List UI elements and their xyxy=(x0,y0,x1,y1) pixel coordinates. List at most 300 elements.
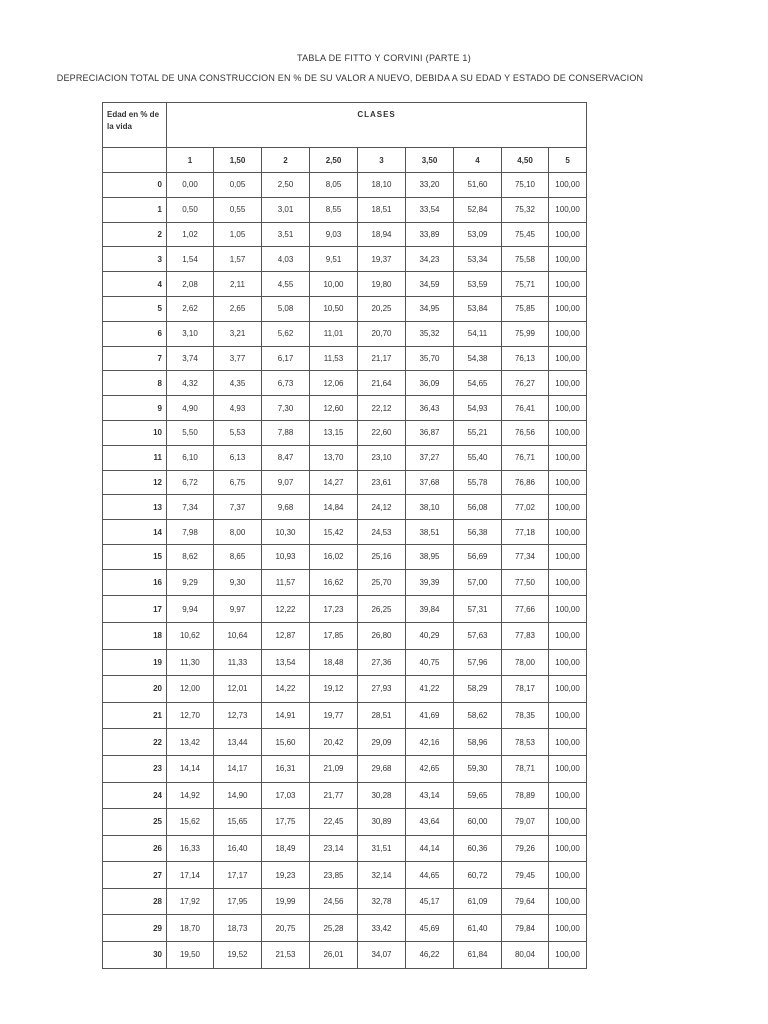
depreciation-cell: 7,88 xyxy=(262,420,310,445)
depreciation-cell: 60,36 xyxy=(454,835,502,862)
depreciation-cell: 75,71 xyxy=(502,272,549,297)
depreciation-cell: 9,30 xyxy=(214,569,262,596)
depreciation-cell: 27,36 xyxy=(358,649,406,676)
depreciation-cell: 41,22 xyxy=(406,676,454,703)
depreciation-cell: 75,99 xyxy=(502,321,549,346)
class-header: 3,50 xyxy=(406,148,454,173)
age-cell: 7 xyxy=(103,346,167,371)
age-cell: 5 xyxy=(103,296,167,321)
depreciation-cell: 58,62 xyxy=(454,702,502,729)
depreciation-cell: 38,51 xyxy=(406,520,454,545)
depreciation-cell: 25,16 xyxy=(358,544,406,569)
depreciation-cell: 21,77 xyxy=(310,782,358,809)
depreciation-cell: 61,40 xyxy=(454,915,502,942)
depreciation-cell: 17,14 xyxy=(167,862,214,889)
depreciation-cell: 100,00 xyxy=(549,702,587,729)
depreciation-cell: 24,53 xyxy=(358,520,406,545)
depreciation-cell: 77,34 xyxy=(502,544,549,569)
depreciation-cell: 29,09 xyxy=(358,729,406,756)
depreciation-cell: 20,42 xyxy=(310,729,358,756)
age-cell: 3 xyxy=(103,247,167,272)
depreciation-cell: 39,39 xyxy=(406,569,454,596)
depreciation-cell: 15,65 xyxy=(214,809,262,836)
depreciation-cell: 23,85 xyxy=(310,862,358,889)
depreciation-cell: 3,01 xyxy=(262,197,310,222)
depreciation-cell: 19,80 xyxy=(358,272,406,297)
depreciation-cell: 13,42 xyxy=(167,729,214,756)
depreciation-cell: 100,00 xyxy=(549,888,587,915)
depreciation-cell: 57,96 xyxy=(454,649,502,676)
depreciation-cell: 100,00 xyxy=(549,862,587,889)
depreciation-cell: 19,77 xyxy=(310,702,358,729)
class-header: 1 xyxy=(167,148,214,173)
depreciation-cell: 9,29 xyxy=(167,569,214,596)
document-title: TABLA DE FITTO Y CORVINI (PARTE 1) xyxy=(296,53,472,63)
table-row xyxy=(103,495,587,520)
depreciation-cell: 30,28 xyxy=(358,782,406,809)
age-cell: 18 xyxy=(103,622,167,649)
depreciation-cell: 15,42 xyxy=(310,520,358,545)
depreciation-cell: 19,23 xyxy=(262,862,310,889)
depreciation-cell: 100,00 xyxy=(549,272,587,297)
depreciation-cell: 51,60 xyxy=(454,173,502,198)
depreciation-cell: 34,07 xyxy=(358,942,406,969)
depreciation-cell: 54,65 xyxy=(454,371,502,396)
table-row xyxy=(103,569,587,596)
depreciation-cell: 14,14 xyxy=(167,755,214,782)
depreciation-cell: 12,06 xyxy=(310,371,358,396)
depreciation-cell: 12,87 xyxy=(262,622,310,649)
age-cell: 11 xyxy=(103,445,167,470)
depreciation-cell: 59,65 xyxy=(454,782,502,809)
age-cell: 12 xyxy=(103,470,167,495)
depreciation-cell: 10,62 xyxy=(167,622,214,649)
depreciation-cell: 9,97 xyxy=(214,596,262,623)
depreciation-cell: 100,00 xyxy=(549,755,587,782)
depreciation-cell: 44,65 xyxy=(406,862,454,889)
depreciation-table xyxy=(102,102,587,969)
depreciation-cell: 20,70 xyxy=(358,321,406,346)
depreciation-cell: 100,00 xyxy=(549,520,587,545)
depreciation-cell: 56,69 xyxy=(454,544,502,569)
table-row xyxy=(103,420,587,445)
depreciation-cell: 78,17 xyxy=(502,676,549,703)
table-row xyxy=(103,649,587,676)
table-row xyxy=(103,702,587,729)
depreciation-cell: 14,90 xyxy=(214,782,262,809)
depreciation-cell: 19,99 xyxy=(262,888,310,915)
depreciation-cell: 17,92 xyxy=(167,888,214,915)
depreciation-cell: 2,50 xyxy=(262,173,310,198)
depreciation-cell: 23,10 xyxy=(358,445,406,470)
depreciation-cell: 12,60 xyxy=(310,396,358,421)
depreciation-cell: 2,08 xyxy=(167,272,214,297)
depreciation-cell: 16,02 xyxy=(310,544,358,569)
depreciation-cell: 24,56 xyxy=(310,888,358,915)
depreciation-cell: 12,73 xyxy=(214,702,262,729)
depreciation-cell: 5,50 xyxy=(167,420,214,445)
depreciation-cell: 57,31 xyxy=(454,596,502,623)
age-cell: 14 xyxy=(103,520,167,545)
table-row xyxy=(103,371,587,396)
depreciation-cell: 26,80 xyxy=(358,622,406,649)
depreciation-cell: 26,25 xyxy=(358,596,406,623)
depreciation-cell: 11,33 xyxy=(214,649,262,676)
depreciation-cell: 76,56 xyxy=(502,420,549,445)
depreciation-cell: 3,74 xyxy=(167,346,214,371)
depreciation-cell: 14,92 xyxy=(167,782,214,809)
table-row xyxy=(103,247,587,272)
depreciation-cell: 78,00 xyxy=(502,649,549,676)
class-header: 3 xyxy=(358,148,406,173)
depreciation-cell: 18,48 xyxy=(310,649,358,676)
depreciation-cell: 79,64 xyxy=(502,888,549,915)
age-cell: 13 xyxy=(103,495,167,520)
age-cell: 17 xyxy=(103,596,167,623)
age-cell: 21 xyxy=(103,702,167,729)
age-cell: 24 xyxy=(103,782,167,809)
depreciation-cell: 11,30 xyxy=(167,649,214,676)
table-row xyxy=(103,470,587,495)
depreciation-cell: 45,17 xyxy=(406,888,454,915)
depreciation-cell: 100,00 xyxy=(549,321,587,346)
table-row xyxy=(103,809,587,836)
age-cell: 29 xyxy=(103,915,167,942)
depreciation-cell: 25,70 xyxy=(358,569,406,596)
depreciation-cell: 12,22 xyxy=(262,596,310,623)
depreciation-cell: 21,53 xyxy=(262,942,310,969)
depreciation-cell: 19,52 xyxy=(214,942,262,969)
depreciation-cell: 100,00 xyxy=(549,445,587,470)
table-row xyxy=(103,272,587,297)
age-cell: 19 xyxy=(103,649,167,676)
depreciation-cell: 60,72 xyxy=(454,862,502,889)
depreciation-cell: 54,38 xyxy=(454,346,502,371)
depreciation-cell: 100,00 xyxy=(549,729,587,756)
table-row xyxy=(103,915,587,942)
depreciation-cell: 76,71 xyxy=(502,445,549,470)
class-header: 4 xyxy=(454,148,502,173)
depreciation-cell: 27,93 xyxy=(358,676,406,703)
depreciation-cell: 10,30 xyxy=(262,520,310,545)
depreciation-cell: 43,14 xyxy=(406,782,454,809)
depreciation-cell: 53,84 xyxy=(454,296,502,321)
depreciation-cell: 22,45 xyxy=(310,809,358,836)
age-cell: 0 xyxy=(103,173,167,198)
table-row xyxy=(103,173,587,198)
depreciation-cell: 53,34 xyxy=(454,247,502,272)
table-row xyxy=(103,782,587,809)
depreciation-cell: 7,34 xyxy=(167,495,214,520)
depreciation-cell: 56,08 xyxy=(454,495,502,520)
depreciation-cell: 100,00 xyxy=(549,544,587,569)
table-row xyxy=(103,396,587,421)
depreciation-cell: 7,30 xyxy=(262,396,310,421)
depreciation-cell: 100,00 xyxy=(549,495,587,520)
depreciation-cell: 7,37 xyxy=(214,495,262,520)
depreciation-cell: 33,54 xyxy=(406,197,454,222)
depreciation-cell: 75,10 xyxy=(502,173,549,198)
age-column-header: Edad en % de la vida xyxy=(103,103,167,148)
depreciation-cell: 3,10 xyxy=(167,321,214,346)
depreciation-cell: 10,93 xyxy=(262,544,310,569)
depreciation-cell: 10,50 xyxy=(310,296,358,321)
class-header: 4,50 xyxy=(502,148,549,173)
depreciation-cell: 11,01 xyxy=(310,321,358,346)
depreciation-cell: 61,09 xyxy=(454,888,502,915)
depreciation-cell: 100,00 xyxy=(549,197,587,222)
depreciation-cell: 1,02 xyxy=(167,222,214,247)
depreciation-cell: 16,33 xyxy=(167,835,214,862)
depreciation-cell: 79,45 xyxy=(502,862,549,889)
depreciation-cell: 30,89 xyxy=(358,809,406,836)
depreciation-cell: 8,00 xyxy=(214,520,262,545)
depreciation-cell: 18,73 xyxy=(214,915,262,942)
depreciation-cell: 100,00 xyxy=(549,809,587,836)
depreciation-cell: 17,95 xyxy=(214,888,262,915)
depreciation-cell: 4,03 xyxy=(262,247,310,272)
class-header: 1,50 xyxy=(214,148,262,173)
depreciation-cell: 54,93 xyxy=(454,396,502,421)
age-cell: 8 xyxy=(103,371,167,396)
depreciation-cell: 4,35 xyxy=(214,371,262,396)
depreciation-cell: 26,01 xyxy=(310,942,358,969)
depreciation-cell: 12,70 xyxy=(167,702,214,729)
table-row xyxy=(103,622,587,649)
depreciation-cell: 76,27 xyxy=(502,371,549,396)
depreciation-cell: 2,65 xyxy=(214,296,262,321)
depreciation-cell: 8,62 xyxy=(167,544,214,569)
document-subtitle: DEPRECIACION TOTAL DE UNA CONSTRUCCION EN % DE SU VALOR A NUEVO, DEBIDA A SU EDAD Y ESTADO DE CONSERVACION xyxy=(56,73,644,83)
depreciation-cell: 5,08 xyxy=(262,296,310,321)
depreciation-cell: 33,89 xyxy=(406,222,454,247)
depreciation-cell: 78,89 xyxy=(502,782,549,809)
depreciation-cell: 13,15 xyxy=(310,420,358,445)
depreciation-cell: 16,40 xyxy=(214,835,262,862)
age-cell: 2 xyxy=(103,222,167,247)
depreciation-cell: 100,00 xyxy=(549,420,587,445)
depreciation-cell: 17,75 xyxy=(262,809,310,836)
table-row xyxy=(103,222,587,247)
depreciation-cell: 18,49 xyxy=(262,835,310,862)
depreciation-cell: 79,84 xyxy=(502,915,549,942)
depreciation-cell: 9,07 xyxy=(262,470,310,495)
depreciation-cell: 75,45 xyxy=(502,222,549,247)
class-header: 2,50 xyxy=(310,148,358,173)
depreciation-cell: 13,44 xyxy=(214,729,262,756)
table-header-row xyxy=(103,103,587,148)
depreciation-cell: 4,93 xyxy=(214,396,262,421)
table-row xyxy=(103,888,587,915)
age-cell: 23 xyxy=(103,755,167,782)
depreciation-cell: 44,14 xyxy=(406,835,454,862)
class-header: 2 xyxy=(262,148,310,173)
depreciation-cell: 100,00 xyxy=(549,835,587,862)
depreciation-cell: 6,75 xyxy=(214,470,262,495)
depreciation-cell: 80,04 xyxy=(502,942,549,969)
classes-header: CLASES xyxy=(167,103,587,148)
depreciation-cell: 8,55 xyxy=(310,197,358,222)
depreciation-cell: 100,00 xyxy=(549,596,587,623)
depreciation-cell: 17,23 xyxy=(310,596,358,623)
depreciation-cell: 23,61 xyxy=(358,470,406,495)
depreciation-cell: 55,78 xyxy=(454,470,502,495)
depreciation-cell: 38,95 xyxy=(406,544,454,569)
age-cell: 1 xyxy=(103,197,167,222)
depreciation-cell: 4,90 xyxy=(167,396,214,421)
depreciation-cell: 79,26 xyxy=(502,835,549,862)
depreciation-cell: 19,37 xyxy=(358,247,406,272)
depreciation-cell: 28,51 xyxy=(358,702,406,729)
depreciation-cell: 75,58 xyxy=(502,247,549,272)
age-cell: 4 xyxy=(103,272,167,297)
class-header-blank xyxy=(103,148,167,173)
depreciation-cell: 6,73 xyxy=(262,371,310,396)
depreciation-cell: 21,09 xyxy=(310,755,358,782)
table-row xyxy=(103,346,587,371)
depreciation-cell: 78,71 xyxy=(502,755,549,782)
table-row xyxy=(103,596,587,623)
depreciation-cell: 13,54 xyxy=(262,649,310,676)
depreciation-cell: 6,10 xyxy=(167,445,214,470)
depreciation-cell: 0,00 xyxy=(167,173,214,198)
depreciation-cell: 9,68 xyxy=(262,495,310,520)
depreciation-cell: 8,05 xyxy=(310,173,358,198)
age-cell: 10 xyxy=(103,420,167,445)
depreciation-cell: 9,51 xyxy=(310,247,358,272)
depreciation-cell: 1,57 xyxy=(214,247,262,272)
depreciation-cell: 36,87 xyxy=(406,420,454,445)
depreciation-cell: 79,07 xyxy=(502,809,549,836)
depreciation-cell: 3,21 xyxy=(214,321,262,346)
depreciation-cell: 12,00 xyxy=(167,676,214,703)
depreciation-cell: 100,00 xyxy=(549,296,587,321)
depreciation-cell: 8,47 xyxy=(262,445,310,470)
depreciation-cell: 41,69 xyxy=(406,702,454,729)
depreciation-cell: 14,27 xyxy=(310,470,358,495)
depreciation-cell: 17,85 xyxy=(310,622,358,649)
table-row xyxy=(103,197,587,222)
depreciation-cell: 12,01 xyxy=(214,676,262,703)
depreciation-cell: 18,51 xyxy=(358,197,406,222)
table-row xyxy=(103,755,587,782)
depreciation-cell: 56,38 xyxy=(454,520,502,545)
depreciation-cell: 53,59 xyxy=(454,272,502,297)
age-cell: 25 xyxy=(103,809,167,836)
depreciation-cell: 14,22 xyxy=(262,676,310,703)
depreciation-cell: 5,62 xyxy=(262,321,310,346)
depreciation-cell: 100,00 xyxy=(549,173,587,198)
table-row xyxy=(103,862,587,889)
depreciation-cell: 77,18 xyxy=(502,520,549,545)
age-cell: 26 xyxy=(103,835,167,862)
table-row xyxy=(103,835,587,862)
depreciation-cell: 57,00 xyxy=(454,569,502,596)
depreciation-cell: 18,94 xyxy=(358,222,406,247)
depreciation-cell: 34,95 xyxy=(406,296,454,321)
depreciation-cell: 6,13 xyxy=(214,445,262,470)
depreciation-cell: 100,00 xyxy=(549,782,587,809)
table-row xyxy=(103,544,587,569)
depreciation-cell: 100,00 xyxy=(549,396,587,421)
depreciation-cell: 19,12 xyxy=(310,676,358,703)
depreciation-cell: 61,84 xyxy=(454,942,502,969)
depreciation-cell: 18,10 xyxy=(358,173,406,198)
depreciation-cell: 35,32 xyxy=(406,321,454,346)
depreciation-cell: 0,05 xyxy=(214,173,262,198)
depreciation-cell: 55,21 xyxy=(454,420,502,445)
depreciation-cell: 78,53 xyxy=(502,729,549,756)
depreciation-cell: 55,40 xyxy=(454,445,502,470)
depreciation-cell: 2,11 xyxy=(214,272,262,297)
depreciation-cell: 14,84 xyxy=(310,495,358,520)
depreciation-cell: 31,51 xyxy=(358,835,406,862)
depreciation-cell: 100,00 xyxy=(549,622,587,649)
depreciation-cell: 14,91 xyxy=(262,702,310,729)
depreciation-cell: 4,55 xyxy=(262,272,310,297)
depreciation-cell: 25,28 xyxy=(310,915,358,942)
depreciation-cell: 29,68 xyxy=(358,755,406,782)
depreciation-cell: 9,03 xyxy=(310,222,358,247)
age-cell: 9 xyxy=(103,396,167,421)
table-body xyxy=(103,173,587,969)
depreciation-cell: 58,29 xyxy=(454,676,502,703)
depreciation-cell: 100,00 xyxy=(549,676,587,703)
depreciation-cell: 100,00 xyxy=(549,915,587,942)
depreciation-cell: 15,60 xyxy=(262,729,310,756)
depreciation-cell: 5,53 xyxy=(214,420,262,445)
depreciation-cell: 100,00 xyxy=(549,346,587,371)
depreciation-cell: 78,35 xyxy=(502,702,549,729)
age-cell: 30 xyxy=(103,942,167,969)
depreciation-cell: 11,53 xyxy=(310,346,358,371)
depreciation-cell: 76,41 xyxy=(502,396,549,421)
depreciation-cell: 7,98 xyxy=(167,520,214,545)
depreciation-cell: 23,14 xyxy=(310,835,358,862)
depreciation-cell: 3,77 xyxy=(214,346,262,371)
depreciation-cell: 20,75 xyxy=(262,915,310,942)
depreciation-cell: 34,59 xyxy=(406,272,454,297)
depreciation-cell: 45,69 xyxy=(406,915,454,942)
depreciation-cell: 77,66 xyxy=(502,596,549,623)
table-row xyxy=(103,676,587,703)
depreciation-cell: 14,17 xyxy=(214,755,262,782)
depreciation-cell: 52,84 xyxy=(454,197,502,222)
depreciation-cell: 32,14 xyxy=(358,862,406,889)
depreciation-cell: 100,00 xyxy=(549,569,587,596)
depreciation-cell: 2,62 xyxy=(167,296,214,321)
depreciation-cell: 10,00 xyxy=(310,272,358,297)
depreciation-cell: 17,17 xyxy=(214,862,262,889)
depreciation-cell: 8,65 xyxy=(214,544,262,569)
age-cell: 6 xyxy=(103,321,167,346)
depreciation-cell: 75,85 xyxy=(502,296,549,321)
depreciation-cell: 17,03 xyxy=(262,782,310,809)
depreciation-cell: 40,29 xyxy=(406,622,454,649)
depreciation-cell: 40,75 xyxy=(406,649,454,676)
depreciation-cell: 4,32 xyxy=(167,371,214,396)
depreciation-cell: 42,16 xyxy=(406,729,454,756)
table-row xyxy=(103,445,587,470)
class-header: 5 xyxy=(549,148,587,173)
depreciation-cell: 100,00 xyxy=(549,649,587,676)
depreciation-cell: 10,64 xyxy=(214,622,262,649)
depreciation-cell: 76,86 xyxy=(502,470,549,495)
table-row xyxy=(103,296,587,321)
depreciation-cell: 75,32 xyxy=(502,197,549,222)
depreciation-cell: 6,72 xyxy=(167,470,214,495)
depreciation-cell: 59,30 xyxy=(454,755,502,782)
